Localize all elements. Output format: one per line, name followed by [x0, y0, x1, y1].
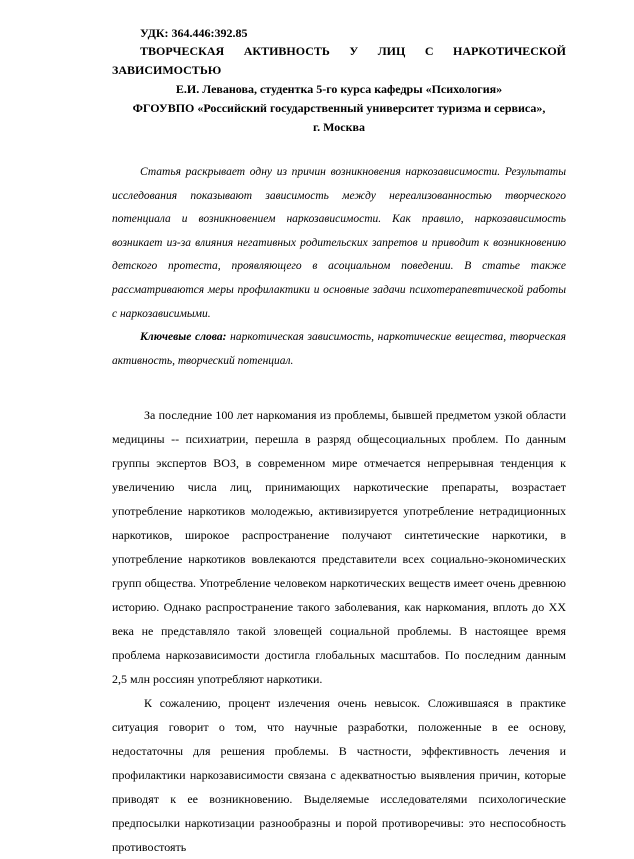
article-page: [112, 24, 566, 859]
abstract: Статья раскрывает одну из причин возникновения наркозависимости. Результаты исследования показывают зависимость между нереализованностью творческого потенциала и возникновением наркозависимости. Как правило, наркозависимость возникает из-за влияния негативных родительских запретов и приводит к возникновению детского протеста, проявляющего в асоциальном поведении. В статье также рассматриваются меры профилактики и основные задачи психотерапевтической работы с наркозависимыми.: [112, 166, 566, 320]
body-paragraph: За последние 100 лет наркомания из проблемы, бывшей предметом узкой области медицины -- психиатрии, перешла в разряд общесоциальных проблем. По данным группы экспертов ВОЗ, в современном мире отмечается непрерывная тенденция к увеличению числа лиц, принимающих наркотические препараты, возрастает употребление наркотиков молодежью, активизируется употребление нетрадиционных наркотиков, широкое распространение получают синтетические наркотики, в употребление наркотиков вовлекаются представители всех социально-экономических групп общества. Употребление человеком наркотических веществ имеет очень древнюю историю. Однако распространение такого заболевания, как наркомания, вплоть до XX века не представляло такой зловещей социальной проблемы. В настоящее время проблема наркозависимости достигла глобальных масштабов. По последним данным 2,5 млн россиян употребляют наркотики.: [112, 408, 566, 687]
keywords-text: наркотическая зависимость, наркотические вещества, творческая активность, творческий потенциал.: [112, 331, 567, 367]
body-paragraph: К сожалению, процент излечения очень невысок. Сложившаяся в практике ситуация говорит о том, что научные разработки, положенные в ее основу, недостаточны для решения проблемы. В частности, эффективность лечения и профилактики наркозависимости связана с адекватностью выявления причин, которые приводят к ее возникновению. Выделяемые исследователями психологические предпосылки наркотизации разнообразны и порой противоречивы: это неспособность противостоять: [112, 696, 566, 855]
keywords-label: Ключевые слова:: [140, 331, 227, 344]
author-line: Е.И. Леванова, студентка 5-го курса кафедры «Психология»: [175, 82, 503, 96]
city-line: г. Москва: [313, 120, 365, 134]
udk-code: УДК: 364.446:392.85: [140, 26, 248, 40]
affiliation-line: ФГОУВПО «Российский государственный университет туризма и сервиса»,: [132, 101, 546, 115]
article-title: ТВОРЧЕСКАЯ АКТИВНОСТЬ У ЛИЦ С НАРКОТИЧЕСКОЙ ЗАВИСИМОСТЬЮ: [112, 44, 566, 77]
keywords: [112, 326, 566, 373]
